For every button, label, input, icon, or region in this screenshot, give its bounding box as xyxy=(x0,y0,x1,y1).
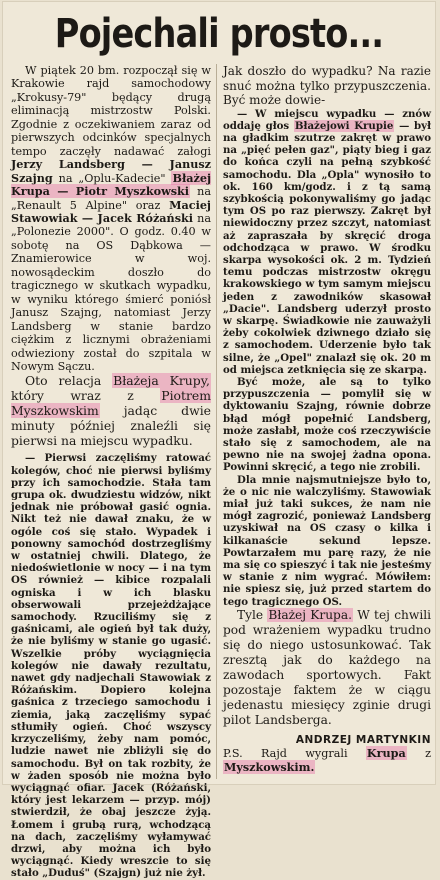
crew-stawowiak-rozanski: Maciej Stawowiak — Jacek Różański xyxy=(11,197,211,225)
postscript: P.S. Rajd wygrali Krupa z Myszkowskim. xyxy=(223,746,431,774)
ps-name-myszkowski: Myszkowskim. xyxy=(224,759,315,774)
crew-landsberg-szajng: Jerzy Landsberg — Janusz Szajng xyxy=(11,157,211,185)
name-krupa-2: Błażejowi Krupie xyxy=(294,119,394,132)
paragraph-intro: W piątek 20 bm. rozpoczął się w Krakowie rajd samochodowy „Krokusy-79" będący drugą eliminacją mistrzostw Polski. Zgodnie z oczekiwaniem zaraz od pierwszych odcinków specjalnych tempo zaczęły nadawać załogi Jerzy Landsberg — Janusz Szajng na „Oplu-Kadecie" Błażej Krupa — Piotr Myszkowski na „Renault 5 Alpine" oraz Maciej Stawowiak — Jacek Różański na „Polonezie 2000". O godz. 0.40 w sobotę na OS Dąbkowa — Znamierowice w woj. nowosądeckim doszło do tragicznego w skutkach wypadku, w wyniku którego śmierć poniósł Janusz Szajng, natomiast Jerzy Landsberg w stanie bardzo ciężkim z licznymi obrażeniami odwieziony został do szpitala w Nowym Sączu. xyxy=(11,64,212,373)
column-left xyxy=(11,64,212,880)
paragraph-closing: Tyle Błażej Krupa. W tej chwili pod wrażeniem wypadku trudno się do niego ustosunkować. Tak zresztą jak do każdego na zawodach sportowych. Fakt pozostaje faktem że w ciągu jedenastu miesięcy zginie drugi pilot Landsberga. xyxy=(223,607,432,727)
paragraph-relation: Oto relacja Błażeja Krupy, który wraz z Piotrem Myszkowskim jadąc dwie minuty później znaleźli się pierwsi na miejscu wypadku. xyxy=(11,373,211,449)
name-myszkowski: Piotrem Myszkowskim xyxy=(11,388,211,419)
paragraph-quote-2: — W miejscu wypadku — znów oddaję głos Błażejowi Krupie — był na gładkim szutrze zakręt w prawo na „pięć pełen gaz", piąty bieg i gaz do końca czyli na pełną szybkość samochodu. Dla „Opla" wynosiło to ok. 160 km/godz. i z tą samą szybkością pokonywaliśmy go jadąc tym OS po raz pierwszy. Zakręt był niewidoczny przez szczyt, natomiast aż zapraszała by skręcić droga odchodząca w prawo. W środku skarpa wysokości ok. 2 m. Tydzień temu podczas mistrzostw okręgu krakowskiego w tym samym miejscu jeden z zawodników skasował „Dacie". Landsberg uderzył prosto w skarpę. Świadkowie nie zauważyli żeby cokolwiek dziwnego działo się z samochodem. Uderzenie było tak silne, że „Opel" znalazł się ok. 20 m od miejsca zetknięcia się ze skarpą. xyxy=(223,107,431,376)
paragraph-question: Jak doszło do wypadku? Na razie snuć można tylko przypuszczenia. Być może dowie- xyxy=(223,64,431,107)
author-signature: ANDRZEJ MARTYNKIN xyxy=(295,733,431,746)
crew-krupa-myszkowski: Błażej Krupa — Piotr Myszkowski xyxy=(11,170,212,199)
newspaper-clipping xyxy=(3,2,435,880)
paragraph-quote-3: Być może, ale są to tylko przypuszczenia — pomylił się w dyktowaniu Szajng, równie dobrze błąd mógł popełnić Landsberg, może zasłabł, może coś rzeczywiście stało się z samochodem, ale na pewno nie na swojej żadna opona. Powinni skręcić, a tego nie zrobili. xyxy=(223,375,431,474)
headline: Pojechali prosto... xyxy=(54,11,384,57)
ps-name-krupa: Krupa xyxy=(366,746,406,761)
name-krupa-3: Błażej Krupa. xyxy=(268,607,352,622)
name-krupa: Błażeja Krupy, xyxy=(113,373,210,389)
column-right xyxy=(223,64,431,782)
column-divider xyxy=(216,64,217,779)
paragraph-quote-1: — Pierwsi zaczęliśmy ratować kolegów, choć nie pierwsi byliśmy przy ich samochodzie. Stała tam grupa ok. dwudziestu widzów, nikt jednak nie próbował gasić ognia. Nikt też nie dawał znaku, że w ogóle coś się stało. Wypadek i ponowny samochód dostrzegliśmy w ostatniej chwili. Dlatego, że niedoświetlonie w nocy — i na tym OS również — kibice rozpalali ogniska i w ich blasku obserwowali przejeżdżające samochody. Rzuciliśmy się z gaśnicami, ale ogień był tak duży, że nie byliśmy w stanie go ugasić. Wszelkie próby wyciągnięcia kolegów nie dawały rezultatu, nawet gdy nadjechali Stawowiak z Różańskim. Dopiero kolejna gaśnica z trzeciego samochodu i ziemia, jaką zaczęliśmy sypać stłumiły ogień. Choć wszyscy krzyczeliśmy, żeby nam pomóc, ludzie nawet nie zbliżyli się do samochodu. Był on tak rozbity, że w żaden sposób nie można było wyciągnąć ofiar. Jacek (Różański, który jest lekarzem — przyp. mój) stwierdził, że obaj jeszcze żyją. Łomem i grubą rurą, wchodzącą na dach, zaczęliśmy wyłamywać drzwi, aby można ich było wyciągnąć. Kiedy wreszcie to się stało „Duduś" (Szajgn) już nie żył. xyxy=(11,452,211,880)
paragraph-quote-4: Dla mnie najsmutniejsze było to, że o nic nie walczyliśmy. Stawowiak miał już taki sukces, że nam nie mógł zagrozić, ponieważ Landsberg uzyskiwał na OS czasy o kilka i kilkanaście sekund lepsze. Powtarzałem mu parę razy, że nie ma się co spieszyć i tak nie jesteśmy w stanie z nim wygrać. Mówiłem: nie spiesz się, już przed startem do tego tragicznego OS. xyxy=(223,473,431,608)
